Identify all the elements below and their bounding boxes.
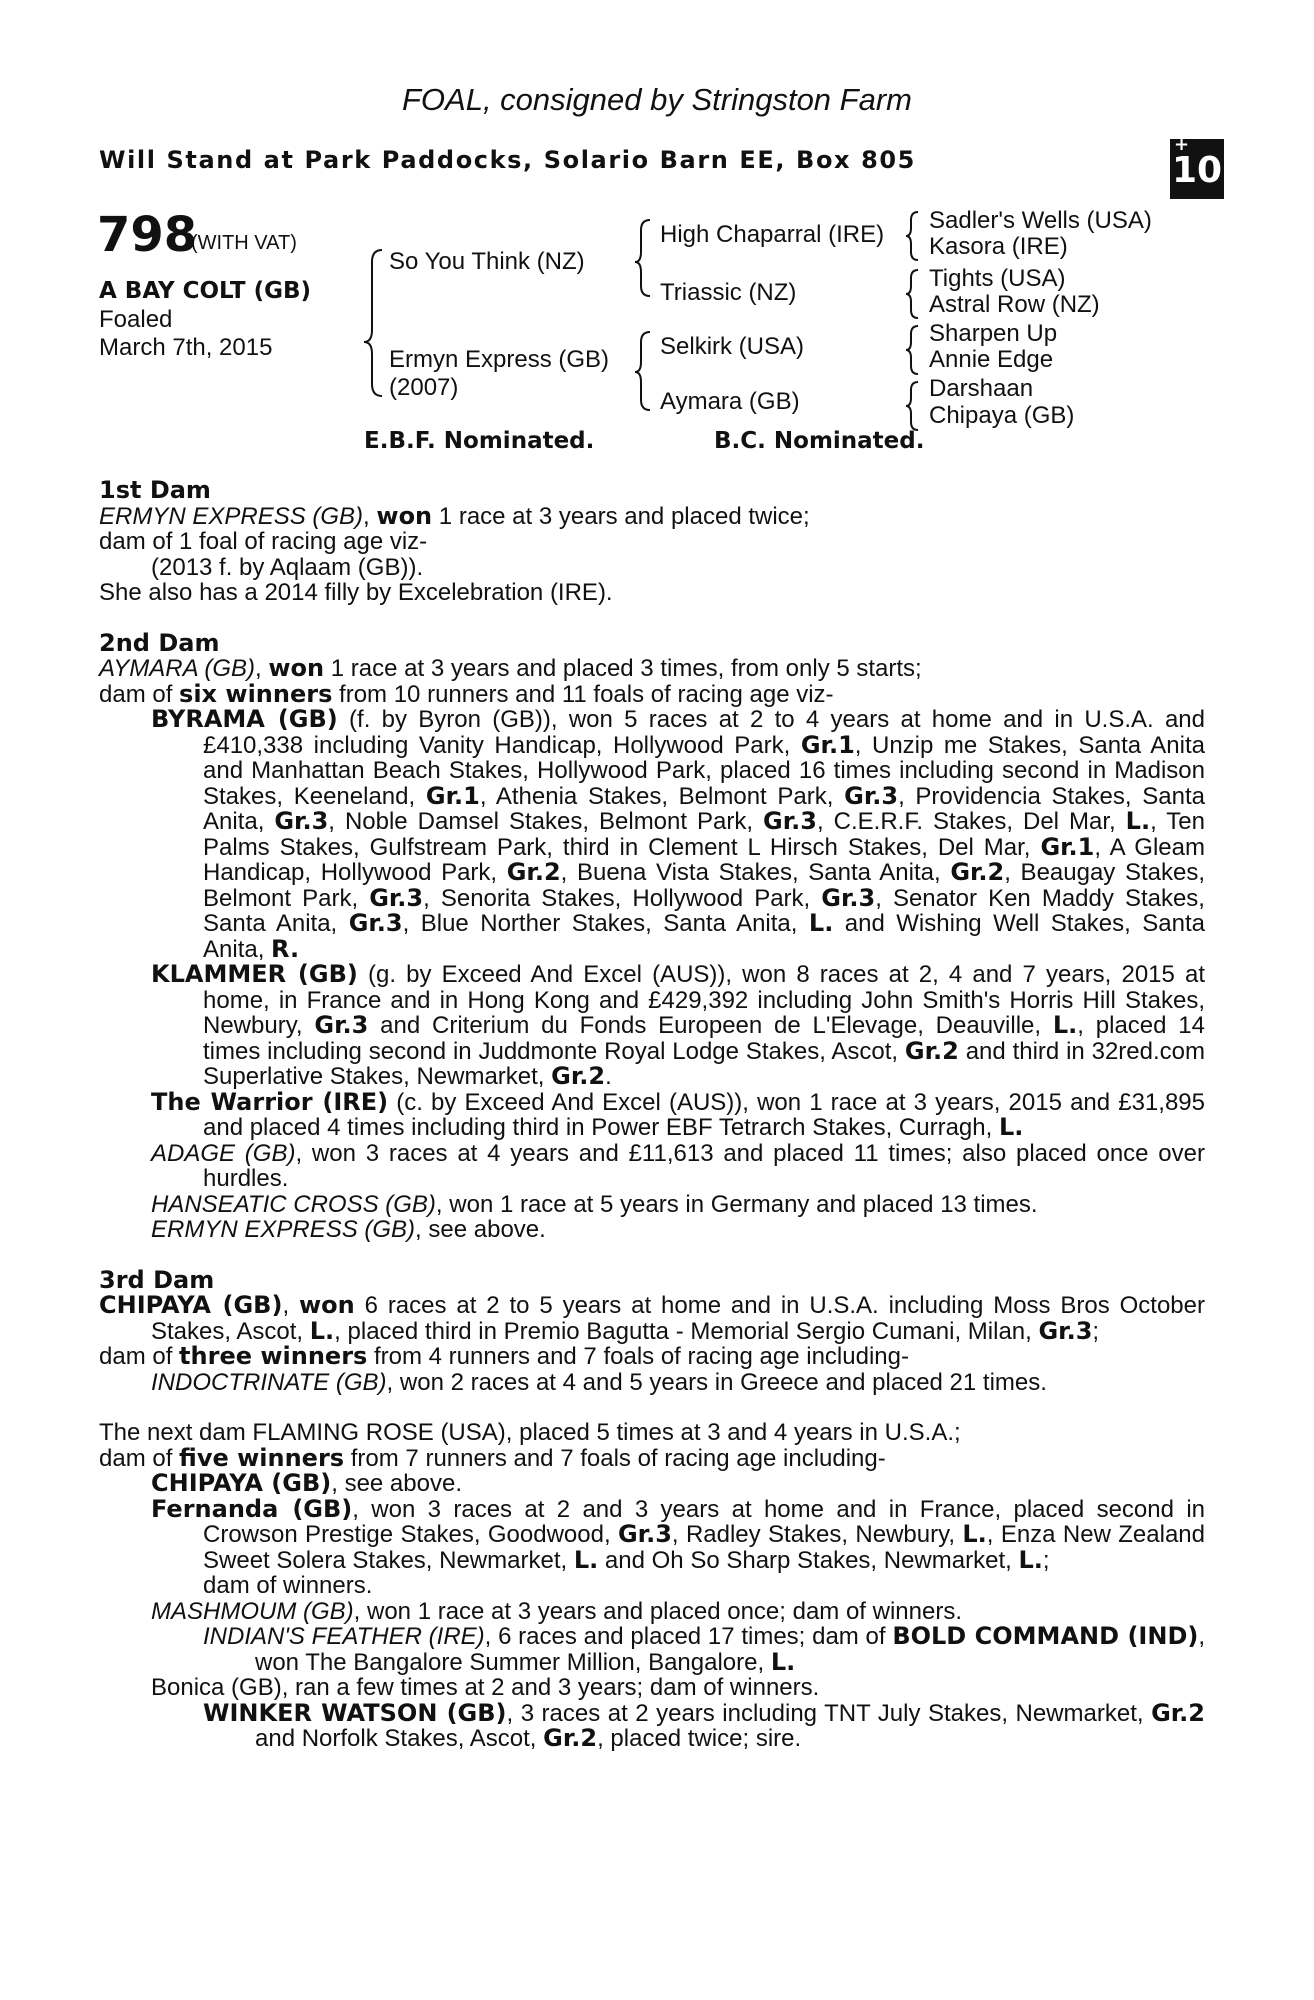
- entry-the-warrior: [151, 1087, 1205, 1141]
- text-run: from 10 runners and 11 foals of racing age viz-: [332, 680, 834, 708]
- text-run: , Senator Ken Maddy Stakes, Santa Anita,: [203, 884, 1205, 937]
- entry-winker-watson: [203, 1698, 1205, 1752]
- sds-name: Tights (USA): [929, 265, 1066, 292]
- second-dam-produce: [99, 679, 1205, 708]
- entry-chipaya: [151, 1471, 1205, 1497]
- third-dam-produce: [99, 1344, 1205, 1370]
- foaled-date: March 7th, 2015: [99, 334, 273, 361]
- ssd-name: Kasora (IRE): [929, 233, 1068, 260]
- text-run: dam of: [99, 1343, 180, 1370]
- text-run: Gr.3: [821, 883, 876, 912]
- text-run: KLAMMER (GB): [151, 960, 358, 988]
- text-run: , Enza New Zealand Sweet Solera Stakes, Newmarket,: [203, 1521, 1205, 1574]
- dam-year: (2007): [389, 374, 459, 401]
- next-dam-section: [99, 1420, 1205, 1752]
- text-run: ;: [1092, 1317, 1100, 1345]
- text-run: HANSEATIC CROSS (GB): [151, 1190, 436, 1218]
- text-run: , Blue Norther Stakes, Santa Anita,: [402, 910, 809, 937]
- entry-fernanda: [151, 1494, 1205, 1574]
- bracket-dd: [906, 382, 918, 430]
- text-run: Gr.3: [763, 807, 817, 835]
- sdd-name: Astral Row (NZ): [929, 291, 1100, 318]
- sire-dam: Triassic (NZ): [660, 279, 797, 306]
- text-run: , Ten Palms Stakes, Gulfstream Park, third in Clement L Hirsch Stakes, Del Mar,: [203, 808, 1205, 861]
- text-run: , Noble Damsel Stakes, Belmont Park,: [328, 808, 764, 835]
- text-run: Gr.3: [617, 1520, 672, 1548]
- text-run: Gr.2: [506, 858, 561, 886]
- entry-adage: [151, 1141, 1205, 1192]
- text-run: , see above.: [415, 1216, 546, 1243]
- text-run: 1 race at 3 years and placed 3 times, from only 5 starts;: [324, 655, 922, 682]
- bc-nominated: B.C. Nominated.: [714, 428, 925, 454]
- text-run: Gr.1: [800, 730, 855, 759]
- bracket-ss: [906, 212, 918, 260]
- text-run: , won 3 races at 4 years and £11,613 and placed 11 times; also placed once over hurdles.: [203, 1139, 1205, 1192]
- dsd-name: Annie Edge: [929, 346, 1054, 373]
- text-run: ,: [282, 1292, 299, 1319]
- bracket-sd: [906, 270, 918, 318]
- text-run: (g. by Exceed And Excel (AUS)), won 8 races at 2, 4 and 7 years, 2015 at home, in France and in Hong Kong and £429,392 including John Smith's Horris Hill Stakes, Newbury,: [203, 961, 1206, 1039]
- text-run: , won 3 races at 2 and 3 years at home and in France, placed second in Crowson Prestige Stakes, Goodwood,: [203, 1495, 1205, 1548]
- text-run: from 7 runners and 7 foals of racing age including-: [344, 1444, 886, 1472]
- entry-hanseatic-cross: [151, 1192, 1205, 1218]
- ddd-name: Chipaya (GB): [929, 402, 1075, 429]
- ebf-nominated: E.B.F. Nominated.: [364, 428, 595, 454]
- text-run: , won 2 races at 4 and 5 years in Greece and placed 21 times.: [386, 1368, 1047, 1396]
- next-dam-produce: [99, 1443, 1205, 1472]
- consignor-line: FOAL, consigned by Stringston Farm: [401, 82, 912, 117]
- bracket-dam: [635, 332, 650, 410]
- catalogue-body: [99, 478, 1205, 1752]
- text-run: and third in 32red.com Superlative Stakes, Newmarket,: [203, 1037, 1206, 1090]
- text-run: L.: [770, 1647, 796, 1676]
- text-run: , placed 14 times including second in Juddmonte Royal Lodge Stakes, Ascot,: [203, 1012, 1205, 1065]
- third-dam-section: [99, 1265, 1205, 1396]
- text-run: 6 races at 2 to 5 years at home and in U.S.A. including Moss Bros October Stakes, Ascot,: [151, 1292, 1205, 1345]
- text-run: L.: [1125, 807, 1151, 835]
- first-dam-produce: dam of 1 foal of racing age viz-: [99, 528, 428, 555]
- entry-byrama: [151, 707, 1205, 962]
- lot-description: A BAY COLT (GB): [99, 278, 312, 304]
- second-dam-record: [99, 656, 1205, 682]
- text-run: (f. by Byron (GB)), won 5 races at 2 to 4 years at home and in U.S.A. and £410,338 including Vanity Handicap, Hollywood Park,: [203, 706, 1206, 759]
- foaled-label: Foaled: [99, 306, 173, 333]
- text-run: , Beaugay Stakes, Belmont Park,: [203, 859, 1205, 912]
- text-run: WINKER WATSON (GB): [203, 1698, 507, 1727]
- text-run: , Senorita Stakes, Hollywood Park,: [423, 884, 822, 912]
- sire-sire: High Chaparral (IRE): [660, 221, 885, 248]
- text-run: Gr.3: [314, 1011, 369, 1039]
- dds-name: Darshaan: [929, 375, 1034, 402]
- text-run: ;: [1042, 1546, 1050, 1574]
- entry-klammer: [151, 962, 1205, 1090]
- text-run: Fernanda (GB): [151, 1494, 353, 1523]
- third-dam-record: [99, 1293, 1205, 1344]
- bracket-sire-dam: [364, 250, 382, 396]
- text-run: ,: [363, 502, 377, 530]
- bracket-sire: [635, 220, 650, 296]
- text-run: won: [376, 501, 433, 530]
- text-run: Gr.2: [904, 1036, 959, 1065]
- second-dam-section: [99, 628, 1206, 1243]
- text-run: Gr.3: [274, 807, 329, 835]
- text-run: dam of: [99, 1444, 180, 1472]
- text-run: L.: [808, 909, 834, 937]
- text-run: L.: [309, 1316, 335, 1345]
- text-run: , won The Bangalore Summer Million, Bangalore,: [255, 1623, 1206, 1676]
- text-run: (c. by Exceed And Excel (AUS)), won 1 race at 3 years, 2015 and £31,895 and placed 4 times including third in Power EBF Tetrarch Stakes, Curragh,: [203, 1088, 1205, 1141]
- dam-sire: Selkirk (USA): [660, 333, 805, 360]
- entry-indoctrinate: [151, 1370, 1205, 1396]
- bracket-ds: [906, 326, 918, 374]
- text-run: BOLD COMMAND (IND): [892, 1622, 1199, 1650]
- vat-note: (WITH VAT): [191, 232, 297, 254]
- text-run: , 6 races and placed 17 times; dam of: [484, 1623, 893, 1650]
- dam-name: Ermyn Express (GB): [389, 346, 610, 373]
- text-run: ERMYN EXPRESS (GB): [99, 502, 364, 530]
- badge-plus: +: [1174, 134, 1190, 155]
- text-run: Gr.3: [1038, 1316, 1093, 1345]
- text-run: Gr.2: [551, 1062, 606, 1090]
- text-run: BYRAMA (GB): [151, 705, 338, 733]
- text-run: , Unzip me Stakes, Santa Anita and Manhattan Beach Stakes, Hollywood Park, placed 16 times including second in Madison Stakes, Keeneland,: [203, 731, 1206, 810]
- text-run: CHIPAYA (GB): [151, 1469, 332, 1497]
- text-run: , Providencia Stakes, Santa Anita,: [203, 782, 1205, 835]
- text-run: .: [605, 1063, 612, 1090]
- first-dam-foal: (2013 f. by Aqlaam (GB)).: [151, 553, 424, 581]
- badge-number: 10: [1171, 150, 1223, 191]
- text-run: Gr.2: [950, 858, 1005, 886]
- text-run: , Radley Stakes, Newbury,: [671, 1521, 963, 1548]
- text-run: , won 1 race at 5 years in Germany and placed 13 times.: [435, 1190, 1038, 1218]
- text-run: from 4 runners and 7 foals of racing age including-: [367, 1343, 909, 1370]
- text-run: CHIPAYA (GB): [99, 1291, 283, 1319]
- text-run: Gr.3: [348, 909, 403, 937]
- stand-location: Will Stand at Park Paddocks, Solario Barn EE, Box 805: [99, 146, 916, 174]
- text-run: , placed third in Premio Bagutta - Memorial Sergio Cumani, Milan,: [334, 1317, 1039, 1345]
- text-run: Gr.3: [369, 883, 424, 912]
- text-run: and Norfolk Stakes, Ascot,: [255, 1725, 544, 1752]
- text-run: three winners: [179, 1342, 368, 1370]
- first-dam-section: [99, 478, 1205, 606]
- text-run: ERMYN EXPRESS (GB): [151, 1216, 416, 1243]
- text-run: L.: [1052, 1011, 1078, 1039]
- text-run: , C.E.R.F. Stakes, Del Mar,: [816, 808, 1126, 835]
- text-run: , Athenia Stakes, Belmont Park,: [479, 782, 845, 810]
- text-run: five winners: [179, 1443, 345, 1472]
- lot-number: 798: [97, 207, 198, 263]
- entry-ermyn-express: [151, 1217, 1205, 1243]
- text-run: dam of: [99, 680, 180, 708]
- fernanda-produce: dam of winners.: [203, 1572, 373, 1599]
- text-run: L.: [962, 1520, 987, 1548]
- text-run: six winners: [179, 679, 333, 708]
- entry-bonica: Bonica (GB), ran a few times at 2 and 3 years; dam of winners.: [151, 1674, 820, 1701]
- entry-indians-feather: [203, 1624, 1205, 1675]
- dss-name: Sharpen Up: [929, 320, 1058, 347]
- sss-name: Sadler's Wells (USA): [929, 207, 1152, 234]
- text-run: Gr.1: [1040, 832, 1095, 861]
- second-dam-heading: 2nd Dam: [99, 628, 220, 657]
- text-run: won: [298, 1291, 355, 1319]
- text-run: Gr.2: [543, 1724, 598, 1752]
- text-run: and Wishing Well Stakes, Santa Anita,: [203, 910, 1206, 963]
- dam-dam: Aymara (GB): [660, 388, 800, 415]
- text-run: won: [268, 654, 325, 682]
- text-run: , see above.: [331, 1470, 462, 1497]
- text-run: ,: [255, 655, 269, 682]
- first-dam-heading: 1st Dam: [99, 476, 211, 504]
- text-run: , won 1 race at 3 years and placed once; dam of winners.: [353, 1597, 962, 1625]
- text-run: The Warrior (IRE): [151, 1087, 389, 1116]
- third-dam-heading: 3rd Dam: [99, 1265, 215, 1294]
- sire-name: So You Think (NZ): [389, 248, 585, 275]
- first-dam-note: She also has a 2014 filly by Excelebration (IRE).: [99, 579, 613, 606]
- text-run: Gr.3: [844, 781, 899, 810]
- text-run: INDOCTRINATE (GB): [151, 1368, 387, 1396]
- text-run: ADAGE (GB): [151, 1139, 296, 1167]
- text-run: Gr.1: [425, 781, 480, 810]
- text-run: L.: [998, 1113, 1024, 1141]
- text-run: MASHMOUM (GB): [151, 1597, 354, 1625]
- text-run: L.: [573, 1545, 599, 1574]
- entry-mashmoum: [151, 1599, 1205, 1625]
- first-dam-record: [99, 501, 1205, 530]
- text-run: and Criterium du Fonds Europeen de L'Elevage, Deauville,: [368, 1012, 1053, 1039]
- text-run: , Buena Vista Stakes, Santa Anita,: [560, 859, 951, 886]
- text-run: and Oh So Sharp Stakes, Newmarket,: [598, 1546, 1019, 1574]
- text-run: Gr.2: [1151, 1698, 1205, 1727]
- text-run: L.: [1018, 1545, 1043, 1574]
- text-run: 1 race at 3 years and placed twice;: [432, 502, 810, 530]
- text-run: INDIAN'S FEATHER (IRE): [203, 1623, 485, 1650]
- text-run: , 3 races at 2 years including TNT July Stakes, Newmarket,: [506, 1699, 1152, 1727]
- text-run: , placed twice; sire.: [597, 1725, 802, 1752]
- text-run: AYMARA (GB): [99, 655, 256, 682]
- text-run: , A Gleam Handicap, Hollywood Park,: [203, 833, 1205, 886]
- text-run: R.: [271, 934, 300, 963]
- next-dam-record: The next dam FLAMING ROSE (USA), placed 5 times at 3 and 4 years in U.S.A.;: [99, 1419, 961, 1446]
